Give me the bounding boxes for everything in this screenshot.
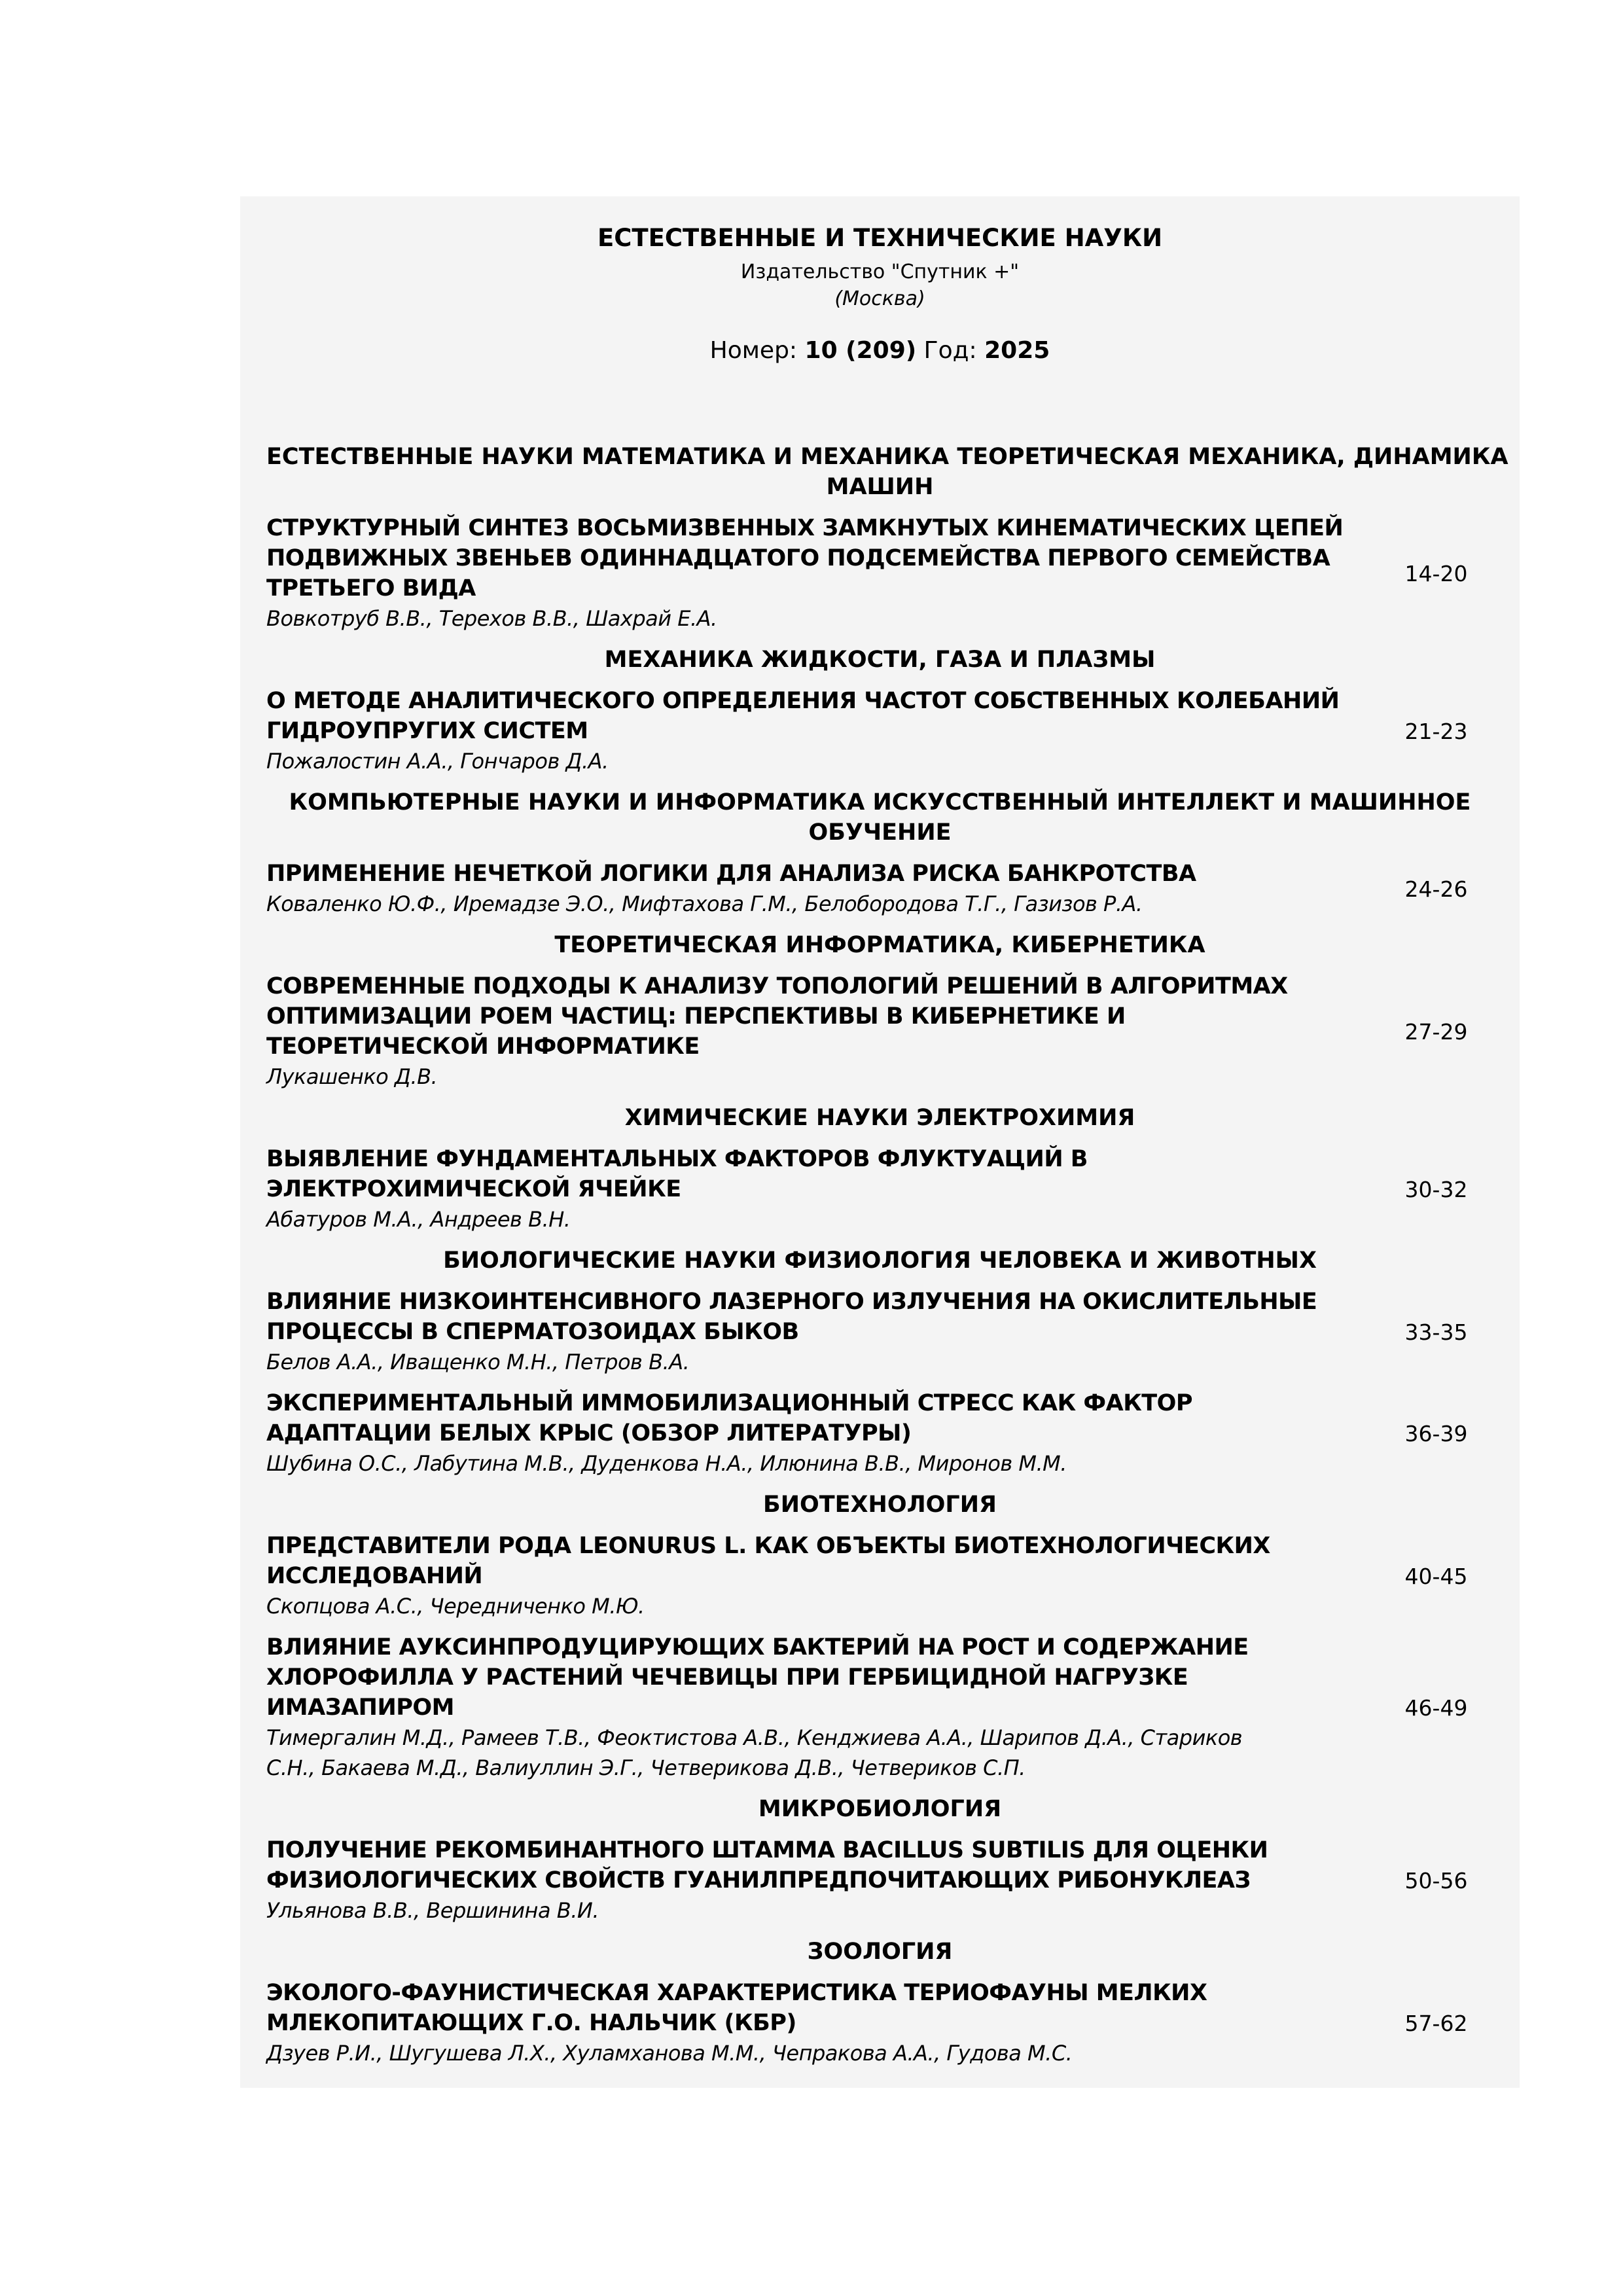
article-pages: 46-49 bbox=[1404, 1695, 1468, 1721]
article-info bbox=[266, 1287, 1353, 1377]
section-heading-line: МЕХАНИКА ЖИДКОСТИ, ГАЗА И ПЛАЗМЫ bbox=[604, 647, 1156, 673]
article-info bbox=[266, 1632, 1353, 1783]
article-pages: 30-32 bbox=[1404, 1176, 1468, 1202]
section-heading bbox=[266, 1937, 1493, 1967]
article-pages: 50-56 bbox=[1404, 1867, 1468, 1893]
article-authors: Пожалостин А.А., Гончаров Д.А. bbox=[266, 749, 609, 774]
article-entry[interactable] bbox=[266, 1978, 1493, 2068]
article-title-line[interactable]: ТЕОРЕТИЧЕСКОЙ ИНФОРМАТИКЕ bbox=[266, 1033, 700, 1060]
table-of-contents bbox=[240, 196, 1520, 2088]
article-title-line[interactable]: ПОЛУЧЕНИЕ РЕКОМБИНАНТНОГО ШТАММА BACILLUS SUBTILIS ДЛЯ ОЦЕНКИ bbox=[266, 1837, 1268, 1863]
article-pages: 21-23 bbox=[1404, 718, 1468, 744]
article-authors: Шубина О.С., Лабутина М.В., Дуденкова Н.А., Илюнина В.В., Миронов М.М. bbox=[266, 1451, 1067, 1476]
article-info bbox=[266, 859, 1353, 919]
article-title-line[interactable]: ИМАЗАПИРОМ bbox=[266, 1695, 454, 1721]
article-title-line[interactable]: О МЕТОДЕ АНАЛИТИЧЕСКОГО ОПРЕДЕЛЕНИЯ ЧАСТОТ СОБСТВЕННЫХ КОЛЕБАНИЙ bbox=[266, 688, 1340, 714]
journal-title: ЕСТЕСТВЕННЫЕ И ТЕХНИЧЕСКИЕ НАУКИ bbox=[597, 224, 1163, 252]
article-title-line[interactable]: ПОДВИЖНЫХ ЗВЕНЬЕВ ОДИННАДЦАТОГО ПОДСЕМЕЙСТВА ПЕРВОГО СЕМЕЙСТВА bbox=[266, 545, 1330, 571]
article-authors: С.Н., Бакаева М.Д., Валиуллин Э.Г., Четверикова Д.В., Четвериков С.П. bbox=[266, 1755, 1026, 1780]
publisher: Издательство "Спутник +" bbox=[740, 260, 1020, 283]
article-authors: Скопцова А.С., Чередниченко М.Ю. bbox=[266, 1594, 645, 1619]
article-title-line[interactable]: ГИДРОУПРУГИХ СИСТЕМ bbox=[266, 718, 588, 744]
article-pages: 36-39 bbox=[1404, 1420, 1468, 1446]
article-title-line[interactable]: ЭКСПЕРИМЕНТАЛЬНЫЙ ИММОБИЛИЗАЦИОННЫЙ СТРЕСС КАК ФАКТОР bbox=[266, 1390, 1193, 1416]
article-title-line[interactable]: СТРУКТУРНЫЙ СИНТЕЗ ВОСЬМИЗВЕННЫХ ЗАМКНУТЫХ КИНЕМАТИЧЕСКИХ ЦЕПЕЙ bbox=[266, 515, 1344, 541]
article-authors: Тимергалин М.Д., Рамеев Т.В., Феоктистова А.В., Кенджиева А.А., Шарипов Д.А., Стариков bbox=[266, 1725, 1243, 1750]
article-pages: 57-62 bbox=[1404, 2010, 1468, 2036]
article-info bbox=[266, 686, 1353, 776]
section-heading-line: ТЕОРЕТИЧЕСКАЯ ИНФОРМАТИКА, КИБЕРНЕТИКА bbox=[554, 932, 1205, 958]
article-authors: Лукашенко Д.В. bbox=[266, 1064, 438, 1089]
article-title-line[interactable]: ИССЛЕДОВАНИЙ bbox=[266, 1563, 483, 1589]
article-info bbox=[266, 513, 1353, 634]
year-label: Год: bbox=[923, 337, 977, 364]
section-heading-line: ХИМИЧЕСКИЕ НАУКИ ЭЛЕКТРОХИМИЯ bbox=[624, 1105, 1135, 1131]
article-entry[interactable] bbox=[266, 1531, 1493, 1621]
article-title-line[interactable]: АДАПТАЦИИ БЕЛЫХ КРЫС (ОБЗОР ЛИТЕРАТУРЫ) bbox=[266, 1420, 912, 1446]
section-heading-line: ЗООЛОГИЯ bbox=[807, 1939, 953, 1965]
article-title-line[interactable]: ЭКОЛОГО-ФАУНИСТИЧЕСКАЯ ХАРАКТЕРИСТИКА ТЕРИОФАУНЫ МЕЛКИХ bbox=[266, 1980, 1207, 2006]
article-title-line[interactable]: ВЛИЯНИЕ АУКСИНПРОДУЦИРУЮЩИХ БАКТЕРИЙ НА РОСТ И СОДЕРЖАНИЕ bbox=[266, 1634, 1249, 1660]
number-label: Номер: bbox=[709, 337, 798, 364]
article-info bbox=[266, 971, 1353, 1092]
article-title-line[interactable]: ПРИМЕНЕНИЕ НЕЧЕТКОЙ ЛОГИКИ ДЛЯ АНАЛИЗА РИСКА БАНКРОТСТВА bbox=[266, 861, 1196, 887]
section-heading bbox=[266, 1246, 1493, 1276]
article-authors: Коваленко Ю.Ф., Иремадзе Э.О., Мифтахова Г.М., Белобородова Т.Г., Газизов Р.А. bbox=[266, 891, 1143, 916]
article-title-line[interactable]: ФИЗИОЛОГИЧЕСКИХ СВОЙСТВ ГУАНИЛПРЕДПОЧИТАЮЩИХ РИБОНУКЛЕАЗ bbox=[266, 1867, 1251, 1893]
article-authors: Ульянова В.В., Вершинина В.И. bbox=[266, 1898, 599, 1923]
section-heading bbox=[266, 1490, 1493, 1520]
article-title-line[interactable]: МЛЕКОПИТАЮЩИХ Г.О. НАЛЬЧИК (КБР) bbox=[266, 2010, 796, 2036]
article-pages: 33-35 bbox=[1404, 1319, 1468, 1345]
section-heading bbox=[266, 930, 1493, 960]
article-entry[interactable] bbox=[266, 1835, 1493, 1926]
article-pages: 24-26 bbox=[1404, 876, 1468, 902]
section-heading bbox=[266, 787, 1493, 848]
article-entry[interactable] bbox=[266, 686, 1493, 776]
section-heading-line: ОБУЧЕНИЕ bbox=[808, 819, 952, 846]
section-heading bbox=[266, 1103, 1493, 1133]
issue-year: 2025 bbox=[984, 337, 1050, 364]
section-heading-line: БИОТЕХНОЛОГИЯ bbox=[763, 1492, 997, 1518]
article-info bbox=[266, 1531, 1353, 1621]
article-pages: 27-29 bbox=[1404, 1018, 1468, 1045]
article-title-line[interactable]: ЭЛЕКТРОХИМИЧЕСКОЙ ЯЧЕЙКЕ bbox=[266, 1176, 681, 1202]
article-title-line[interactable]: ОПТИМИЗАЦИИ РОЕМ ЧАСТИЦ: ПЕРСПЕКТИВЫ В КИБЕРНЕТИКЕ И bbox=[266, 1003, 1126, 1030]
contents-list bbox=[266, 442, 1508, 2068]
article-entry[interactable] bbox=[266, 1632, 1493, 1783]
article-title-line[interactable]: ВЛИЯНИЕ НИЗКОИНТЕНСИВНОГО ЛАЗЕРНОГО ИЗЛУЧЕНИЯ НА ОКИСЛИТЕЛЬНЫЕ bbox=[266, 1289, 1317, 1315]
section-heading-line: КОМПЬЮТЕРНЫЕ НАУКИ И ИНФОРМАТИКА ИСКУССТВЕННЫЙ ИНТЕЛЛЕКТ И МАШИННОЕ bbox=[289, 789, 1471, 816]
section-heading bbox=[266, 442, 1508, 502]
issue-number: 10 (209) bbox=[804, 337, 917, 364]
section-heading bbox=[266, 1794, 1493, 1824]
article-authors: Абатуров М.А., Андреев В.Н. bbox=[266, 1207, 571, 1232]
article-info bbox=[266, 1835, 1353, 1926]
article-entry[interactable] bbox=[266, 971, 1493, 1092]
publisher-city: (Москва) bbox=[834, 287, 925, 310]
section-heading-line: МАШИН bbox=[826, 474, 934, 500]
article-entry[interactable] bbox=[266, 1388, 1493, 1479]
section-heading bbox=[266, 645, 1493, 675]
article-authors: Дзуев Р.И., Шугушева Л.Х., Хуламханова М.М., Чепракова А.А., Гудова М.С. bbox=[266, 2041, 1073, 2066]
article-info bbox=[266, 1144, 1353, 1234]
article-title-line[interactable]: ВЫЯВЛЕНИЕ ФУНДАМЕНТАЛЬНЫХ ФАКТОРОВ ФЛУКТУАЦИЙ В bbox=[266, 1146, 1088, 1172]
article-info bbox=[266, 1388, 1353, 1479]
article-entry[interactable] bbox=[266, 1144, 1493, 1234]
article-title-line[interactable]: ТРЕТЬЕГО ВИДА bbox=[266, 575, 476, 601]
article-authors: Белов А.А., Иващенко М.Н., Петров В.А. bbox=[266, 1350, 690, 1374]
section-heading-line: МИКРОБИОЛОГИЯ bbox=[758, 1796, 1002, 1822]
article-pages: 40-45 bbox=[1404, 1563, 1468, 1589]
section-heading-line: БИОЛОГИЧЕСКИЕ НАУКИ ФИЗИОЛОГИЯ ЧЕЛОВЕКА И ЖИВОТНЫХ bbox=[443, 1247, 1317, 1274]
section-heading-line: ЕСТЕСТВЕННЫЕ НАУКИ МАТЕМАТИКА И МЕХАНИКА ТЕОРЕТИЧЕСКАЯ МЕХАНИКА, ДИНАМИКА bbox=[266, 444, 1508, 470]
article-authors: Вовкотруб В.В., Терехов В.В., Шахрай Е.А. bbox=[266, 606, 717, 631]
article-title-line[interactable]: СОВРЕМЕННЫЕ ПОДХОДЫ К АНАЛИЗУ ТОПОЛОГИЙ РЕШЕНИЙ В АЛГОРИТМАХ bbox=[266, 973, 1288, 999]
article-title-line[interactable]: ПРЕДСТАВИТЕЛИ РОДА LEONURUS L. КАК ОБЪЕКТЫ БИОТЕХНОЛОГИЧЕСКИХ bbox=[266, 1533, 1270, 1559]
article-pages: 14-20 bbox=[1404, 560, 1468, 586]
article-entry[interactable] bbox=[266, 1287, 1493, 1377]
article-entry[interactable] bbox=[266, 513, 1493, 634]
article-title-line[interactable]: ХЛОРОФИЛЛА У РАСТЕНИЙ ЧЕЧЕВИЦЫ ПРИ ГЕРБИЦИДНОЙ НАГРУЗКЕ bbox=[266, 1664, 1188, 1691]
issue-info bbox=[240, 337, 1520, 364]
article-info bbox=[266, 1978, 1353, 2068]
article-title-line[interactable]: ПРОЦЕССЫ В СПЕРМАТОЗОИДАХ БЫКОВ bbox=[266, 1319, 799, 1345]
article-entry[interactable] bbox=[266, 859, 1493, 919]
